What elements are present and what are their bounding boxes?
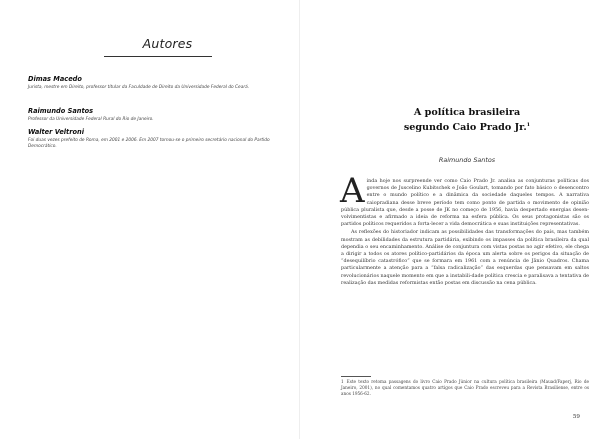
article-body [340, 171, 589, 287]
dropcap: A [340, 171, 365, 211]
author-bio: Jurista, mestre em Direito, professor titular da Faculdade de Direito da Universidade Federal do Ceará. [28, 85, 250, 90]
footnote [341, 379, 589, 397]
author-entry [28, 107, 278, 123]
author-entry [28, 128, 278, 150]
paragraph [340, 171, 589, 228]
heading-rule [104, 56, 212, 57]
footnote-text: Este texto retoma passagens do livro Caio Prado Júnior na cultura política brasileira (Mauad/Faperj, Rio de Janeiro, 2001), no qual comentamos quatro artigos que Caio Prado escreveu para a Revista Brasiliense, entre os anos 1956-62. [341, 379, 589, 397]
author-name: Dimas Macedo [28, 75, 82, 83]
article-title [336, 106, 598, 134]
author-bio: Foi duas vezes prefeito de Roma, em 2001 e 2006. Em 2007 tornou-se o primeiro secretário nacional do Partido Democrático. [28, 138, 270, 149]
author-bio: Professor da Universidade Federal Rural do Rio de Janeiro. [28, 117, 154, 122]
title-footnote-mark: 1 [526, 122, 531, 128]
paragraph: As reflexões do historiador indicam as possibilidades das transformações do país, mas também mostram as debilidades da estrutura partidária, exibindo os impasses da política brasileira da qual dependia o seu encaminhamento. Análise de conjuntura com vistas postas no agir efetivo, ele chega a dirigir a todos os atores político-partidários da época um alerta sobre os perigos da situação de “desequilíbrio catastrófico” que se formara em 1961 com a renúncia de Jânio Quadros. Chama particularmente a atenção para a “falsa radicalização” das esquerdas que pensavam em saltos revolucionários naquele momento em que a instabili-dade política crescia e paralisava a tentativa de realização das medidas reformistas então postas em discussão na cena pública. [341, 229, 589, 286]
article-author: Raimundo Santos [438, 156, 496, 164]
author-entry [28, 75, 278, 91]
footnote-rule [341, 376, 371, 377]
article-title-line2 [336, 119, 598, 134]
page-number: 59 [572, 414, 580, 420]
article-title-line1: A política brasileira [413, 107, 521, 118]
footnote-number: 1 [341, 379, 344, 384]
authors-heading: Autores [142, 36, 193, 51]
paragraph-text: inda hoje nos surpreende ver como Caio Prado Jr. analisa as conjunturas políticas dos governos de Juscelino Kubitschek e João Goulart, tomando por fato básico o desencontro entre o mundo político e a dinâmica da sociedade daqueles tempos. A narrativa caiopradiana desse breve período tem como ponto de partida o movimento de opinião pública pluralista que, desde a posse de JK no começo de 1956, havia despertado energias desen-volvimentistas e afirmado a ideia de reforma na esfera pública. Os seus protagonistas são os partidos políticos requeridos a forta-lecer a vida democrática e suas instituições representativas. [341, 178, 589, 228]
left-page [0, 0, 299, 439]
article-title-line2-text: segundo Caio Prado Jr. [403, 122, 527, 134]
author-name: Raimundo Santos [28, 107, 94, 115]
author-name: Walter Veltroni [28, 128, 84, 136]
